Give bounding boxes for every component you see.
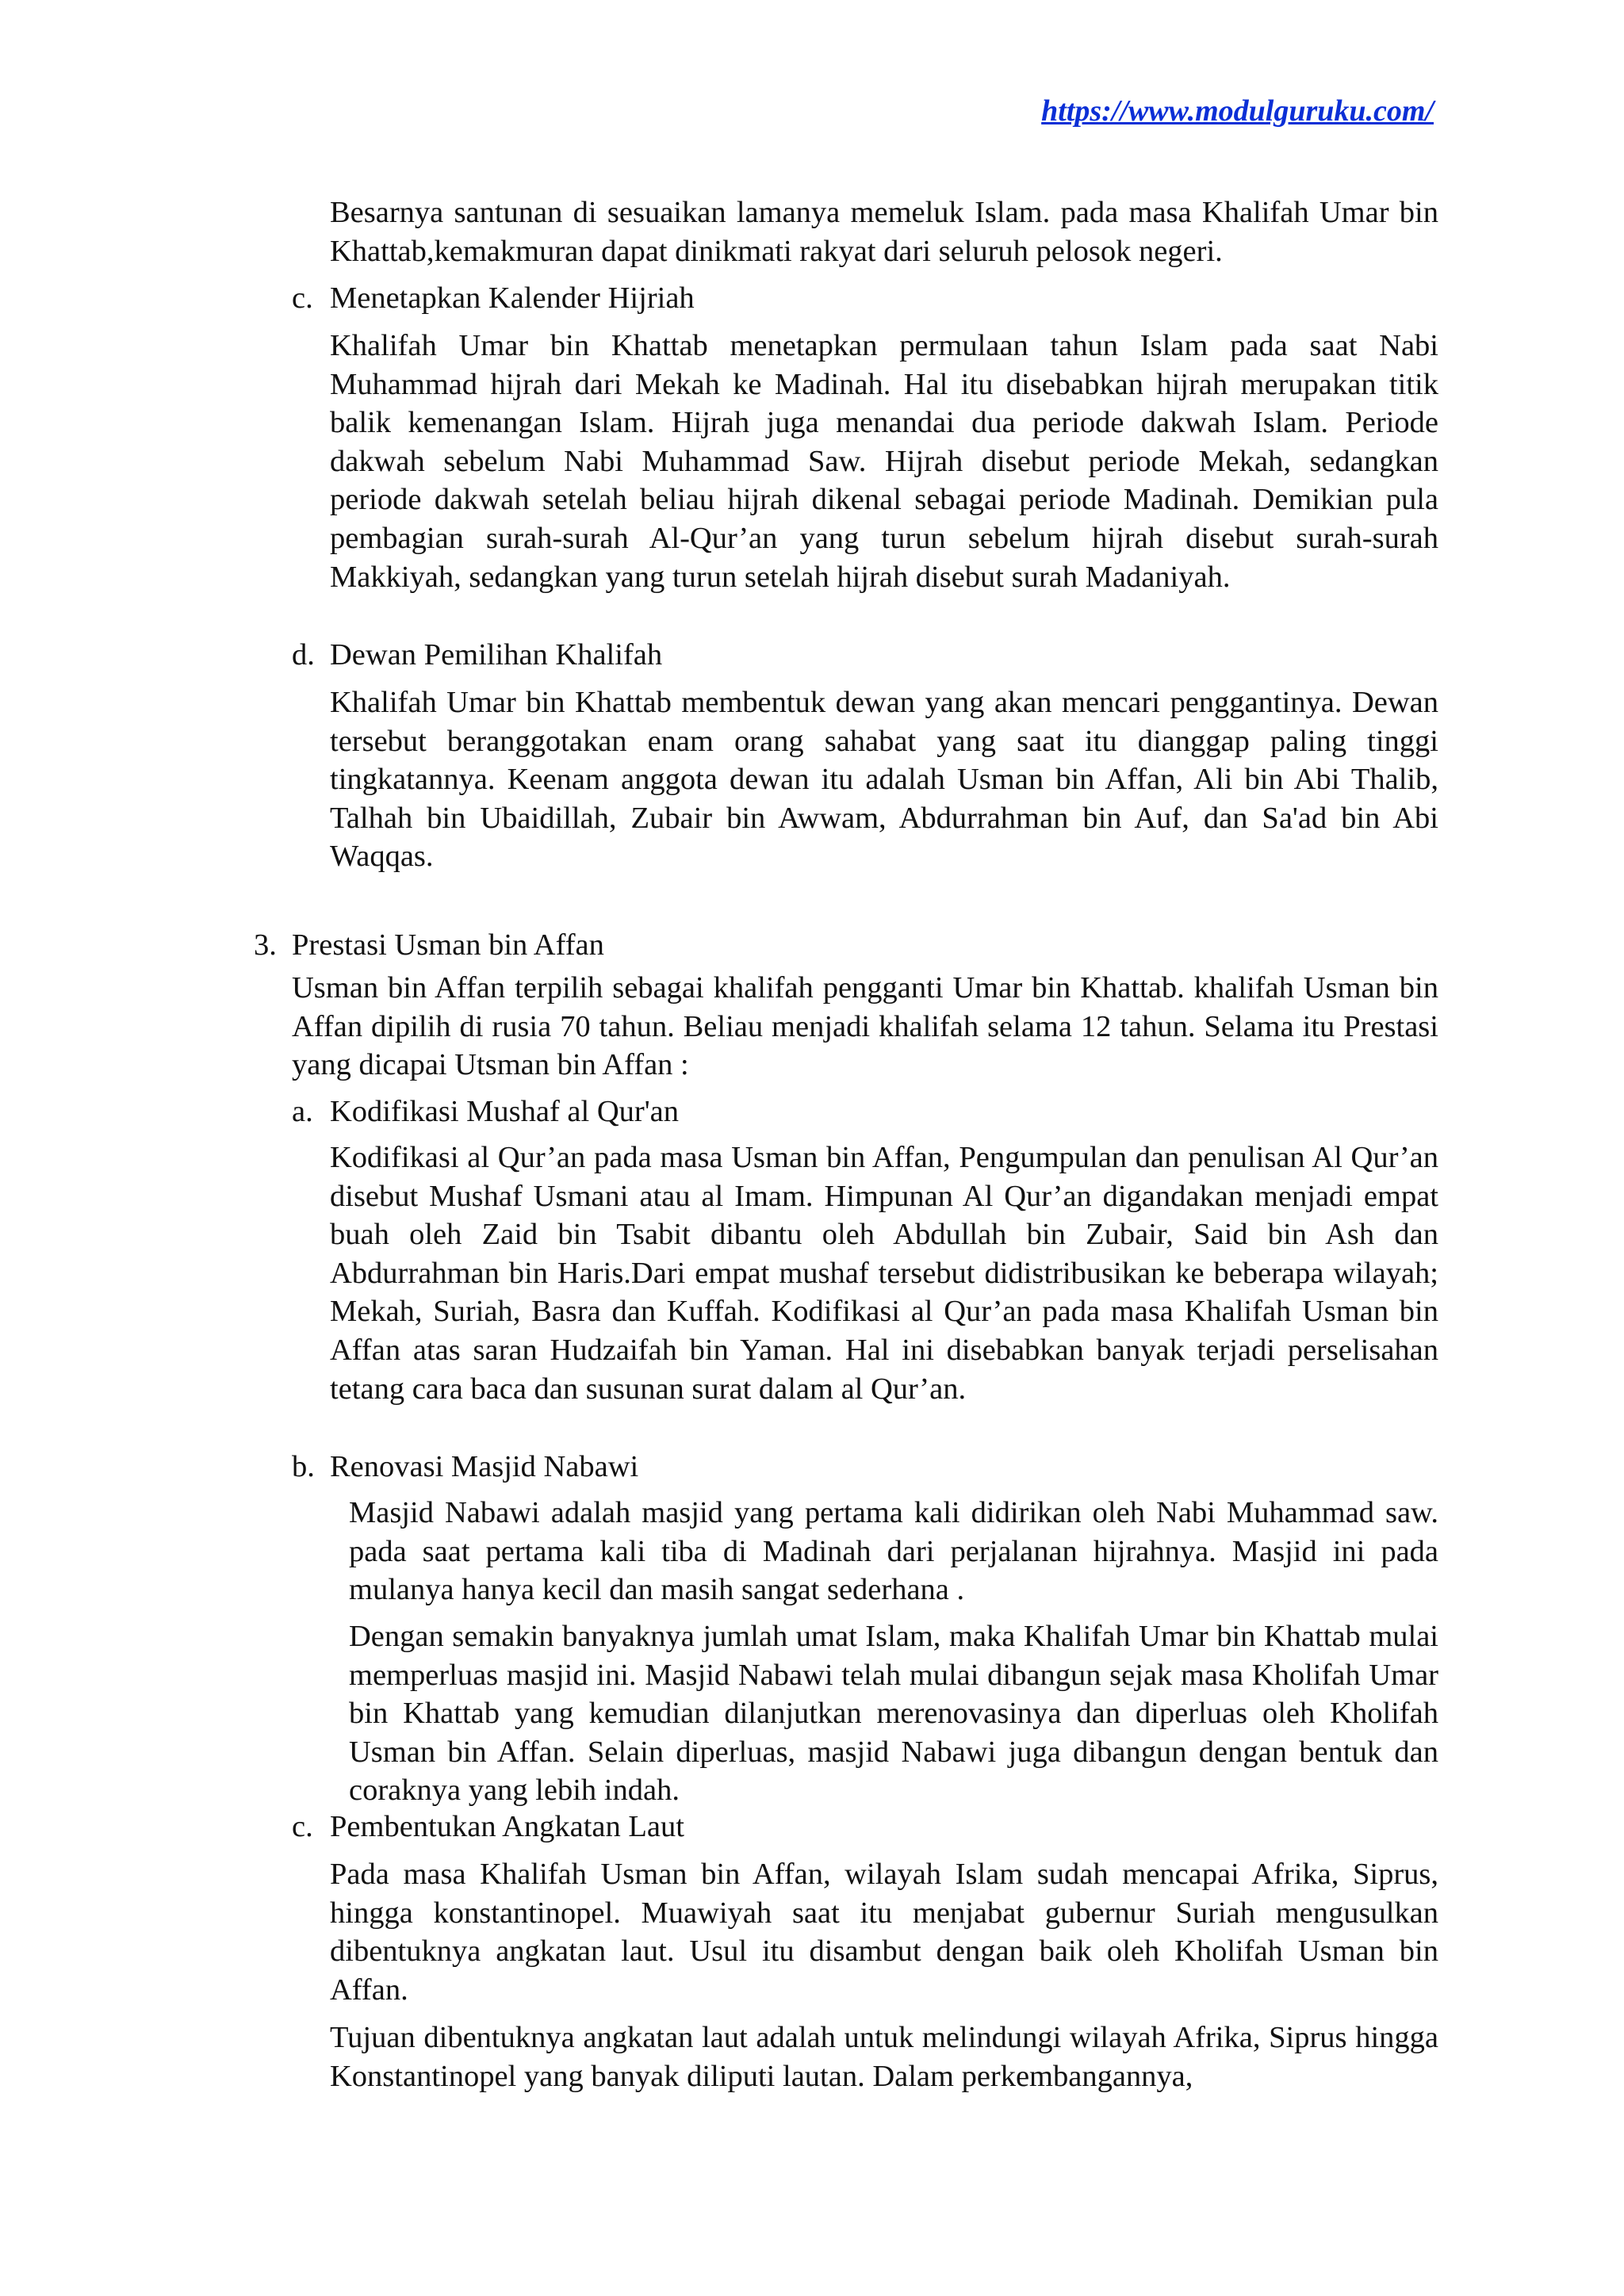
section-heading-angkatan-laut: Pembentukan Angkatan Laut [330, 1810, 684, 1843]
intro-paragraph: Besarnya santunan di sesuaikan lamanya memeluk Islam. pada masa Khalifah Umar bin Khattab,kemakmuran dapat dinikmati rakyat dari seluruh pelosok negeri. [330, 196, 1438, 268]
paragraph-usman-intro: Usman bin Affan terpilih sebagai khalifah pengganti Umar bin Khattab. khalifah Usman bin Affan dipilih di rusia 70 tahun. Beliau menjadi khalifah selama 12 tahun. Selama itu Prestasi yang dicapai Utsman bin Affan : [292, 971, 1438, 1082]
section-heading-dewan-pemilihan: Dewan Pemilihan Khalifah [330, 638, 663, 672]
section-heading-kodifikasi-mushaf: Kodifikasi Mushaf al Qur'an [330, 1095, 679, 1128]
section-marker: a. [292, 1095, 313, 1128]
section-number: 3. [254, 928, 277, 962]
paragraph-renovasi-masjid-1: Masjid Nabawi adalah masjid yang pertama kali didirikan oleh Nabi Muhammad saw. pada saat pertama kali tiba di Madinah dari perjalanan hijrahnya. Masjid ini pada mulanya hanya kecil dan masih sangat sederhana . [349, 1496, 1438, 1607]
paragraph-renovasi-masjid-2: Dengan semakin banyaknya jumlah umat Islam, maka Khalifah Umar bin Khattab mulai memperluas masjid ini. Masjid Nabawi telah mulai dibangun sejak masa Kholifah Umar bin Khattab yang kemudian dilanjutkan merenovasinya dan diperluas oleh Kholifah Usman bin Affan. Selain diperluas, masjid Nabawi juga dibangun dengan bentuk dan coraknya yang lebih indah. [349, 1620, 1438, 1808]
paragraph-angkatan-laut-1: Pada masa Khalifah Usman bin Affan, wilayah Islam sudah mencapai Afrika, Siprus, hingga konstantinopel. Muawiyah saat itu menjabat gubernur Suriah mengusulkan dibentuknya angkatan laut. Usul itu disambut dengan baik oleh Kholifah Usman bin Affan. [330, 1858, 1438, 2007]
paragraph-kodifikasi-mushaf: Kodifikasi al Qur’an pada masa Usman bin Affan, Pengumpulan dan penulisan Al Qur’an disebut Mushaf Usmani atau al Imam. Himpunan Al Qur’an digandakan menjadi empat buah oleh Zaid bin Tsabit dibantu oleh Abdullah bin Zubair, Said bin Ash dan Abdurrahman bin Haris.Dari empat mushaf tersebut didistribusikan ke beberapa wilayah; Mekah, Suriah, Basra dan Kuffah. Kodifikasi al Qur’an pada masa Khalifah Usman bin Affan atas saran Hudzaifah bin Yaman. Hal ini disebabkan banyak terjadi perselisahan tetang cara baca dan susunan surat dalam al Qur’an. [330, 1141, 1438, 1406]
section-heading-renovasi-masjid: Renovasi Masjid Nabawi [330, 1450, 639, 1483]
paragraph-angkatan-laut-2: Tujuan dibentuknya angkatan laut adalah untuk melindungi wilayah Afrika, Siprus hingga Konstantinopel yang banyak diliputi lautan. Dalam perkembangannya, [330, 2021, 1438, 2093]
header-url-link[interactable]: https://www.modulguruku.com/ [1041, 94, 1434, 128]
paragraph-dewan-pemilihan: Khalifah Umar bin Khattab membentuk dewan yang akan mencari penggantinya. Dewan tersebut beranggotakan enam orang sahabat yang saat itu dianggap paling tinggi tingkatannya. Keenam anggota dewan itu adalah Usman bin Affan, Ali bin Abi Thalib, Talhah bin Ubaidillah, Zubair bin Awwam, Abdurrahman bin Auf, dan Sa'ad bin Abi Waqqas. [330, 686, 1438, 874]
section-marker: b. [292, 1450, 315, 1483]
section-marker: d. [292, 638, 315, 672]
paragraph-kalender-hijriah: Khalifah Umar bin Khattab menetapkan permulaan tahun Islam pada saat Nabi Muhammad hijrah dari Mekah ke Madinah. Hal itu disebabkan hijrah merupakan titik balik kemenangan Islam. Hijrah juga menandai dua periode dakwah Islam. Periode dakwah sebelum Nabi Muhammad Saw. Hijrah disebut periode Mekah, sedangkan periode dakwah setelah beliau hijrah dikenal sebagai periode Madinah. Demikian pula pembagian surah-surah Al-Qur’an yang turun sebelum hijrah disebut surah-surah Makkiyah, sedangkan yang turun setelah hijrah disebut surah Madaniyah. [330, 329, 1438, 594]
section-marker: c. [292, 1810, 313, 1843]
section-heading-kalender-hijriah: Menetapkan Kalender Hijriah [330, 281, 695, 315]
section-heading-prestasi-usman: Prestasi Usman bin Affan [292, 928, 604, 962]
section-marker: c. [292, 281, 313, 315]
